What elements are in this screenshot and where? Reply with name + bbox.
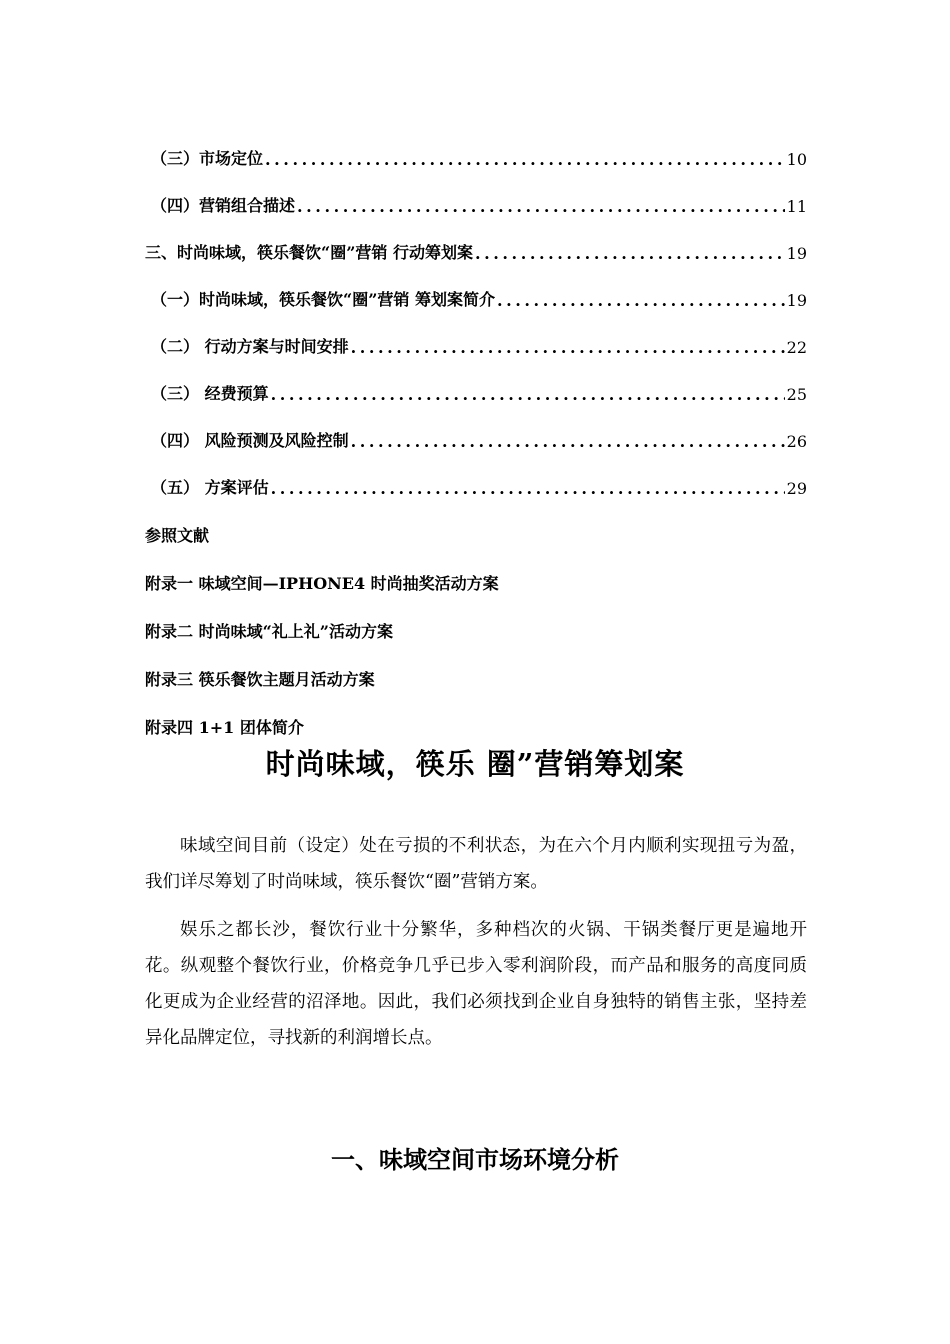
- toc-entry-label: （二） 行动方案与时间安排: [151, 337, 349, 356]
- appendix-entry[interactable]: 附录四 1+1 团体简介: [145, 718, 304, 737]
- toc-leader-dots: [271, 385, 785, 404]
- toc-page-number: 29: [786, 479, 807, 498]
- toc-entry[interactable]: [145, 451, 807, 498]
- toc-leader-dots: [265, 150, 785, 169]
- toc-entry[interactable]: [145, 357, 807, 404]
- toc-entry[interactable]: [145, 404, 807, 451]
- toc-entry-label: （三） 经费预算: [151, 384, 269, 403]
- appendix-entry[interactable]: 附录三 筷乐餐饮主题月活动方案: [145, 670, 375, 689]
- toc-page-number: 10: [786, 150, 807, 169]
- toc-entry[interactable]: [145, 122, 807, 169]
- body-paragraph: 娱乐之都长沙，餐饮行业十分繁华，多种档次的火锅、干锅类餐厅更是遍地开花。纵观整个餐饮行业，价格竞争几乎已步入零利润阶段，而产品和服务的高度同质化更成为企业经营的沼泽地。因此，我们必须找到企业自身独特的销售主张，坚持差异化品牌定位，寻找新的利润增长点。: [145, 919, 807, 1048]
- toc-entry-label: （三）市场定位: [151, 149, 264, 168]
- appendix-list: [145, 498, 807, 738]
- toc-entry-label: （四） 风险预测及风险控制: [151, 431, 349, 450]
- appendix-entry[interactable]: 附录一 味域空间—IPHONE4 时尚抽奖活动方案: [145, 574, 499, 593]
- table-of-contents: [145, 122, 807, 498]
- toc-entry-label: （四）营销组合描述: [151, 196, 296, 215]
- toc-leader-dots: [351, 338, 785, 357]
- toc-entry[interactable]: [145, 216, 807, 263]
- appendix-entry[interactable]: 参照文献: [145, 526, 210, 545]
- toc-leader-dots: [351, 432, 785, 451]
- intro-paragraph: 味域空间目前（设定）处在亏损的不利状态，为在六个月内顺利实现扭亏为盈，我们详尽筹划了时尚味域，筷乐餐饮“圈”营销方案。: [145, 835, 807, 892]
- toc-page-number: 19: [786, 291, 807, 310]
- toc-page-number: 25: [786, 385, 807, 404]
- toc-leader-dots: [497, 291, 785, 310]
- toc-leader-dots: [297, 197, 785, 216]
- toc-page-number: 11: [786, 197, 807, 216]
- toc-entry-label: （五） 方案评估: [151, 478, 269, 497]
- toc-entry[interactable]: [145, 310, 807, 357]
- toc-entry-label: 三、时尚味域，筷乐餐饮“圈”营销 行动筹划案: [145, 243, 473, 262]
- toc-entry[interactable]: [145, 263, 807, 310]
- toc-page-number: 26: [786, 432, 807, 451]
- toc-leader-dots: [475, 244, 785, 263]
- section-heading: 一、味域空间市场环境分析: [331, 1145, 619, 1174]
- toc-leader-dots: [271, 479, 785, 498]
- appendix-entry[interactable]: 附录二 时尚味域“礼上礼”活动方案: [145, 622, 393, 641]
- toc-page-number: 19: [786, 244, 807, 263]
- toc-entry-label: （一）时尚味域，筷乐餐饮“圈”营销 筹划案简介: [151, 290, 495, 309]
- toc-page-number: 22: [786, 338, 807, 357]
- document-title: 时尚味域，筷乐 圈”营销筹划案: [265, 747, 685, 781]
- toc-entry[interactable]: [145, 169, 807, 216]
